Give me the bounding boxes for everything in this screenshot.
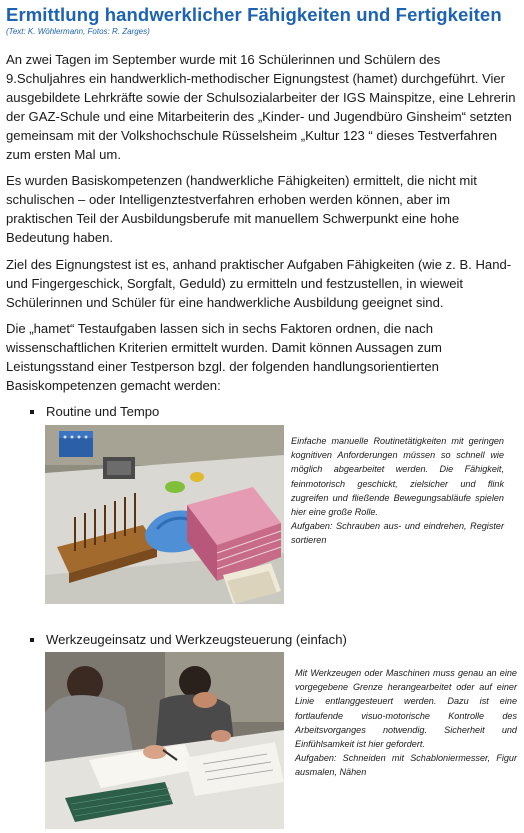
paragraph-faktoren: Die „hamet“ Testaufgaben lassen sich in sechs Faktoren ordnen, die nach wissenschaftlichen Kriterien ermittelt wurden. Damit können Aussagen zum Leistungsstand einer Testperson bzgl. der folgenden handlungsorientierten Basiskompetenzen gemacht werden: [6, 321, 442, 393]
bullet-icon [30, 410, 34, 414]
caption-description: Einfache manuelle Routinetätigkeiten mit geringen kognitiven Anforderungen müssen so schnell wie möglich abgearbeitet werden. Die Fähigkeit, feinmotorisch geschickt, zielsicher und flink zugreifen und fließende Bewegungsabläufe spielen hier eine große Rolle. [291, 436, 504, 518]
author-credit: (Text: K. Wöhlermann, Fotos: R. Zarges) [6, 27, 150, 36]
paragraph-intro: An zwei Tagen im September wurde mit 16 Schülerinnen und Schülern des 9.Schuljahres ein handwerklich-methodischer Eignungstest (hamet) durchgeführt. Vier ausgebildete Lehrkräfte sowie der Schulsozialarbeiter der IGS Mainspitze, eine Lehrerin der GAZ-Schule und eine Mitarbeiterin des „Kinder- und Jugendbüro Ginsheim“ setzten gemeinsam mit der Volkshochschule Rüsselsheim „Kultur 123 “ dieses Testverfahren zum ersten Mal um. [6, 52, 516, 162]
bullet-label: Routine und Tempo [46, 404, 160, 419]
caption-werkzeug [295, 666, 517, 780]
caption-description: Mit Werkzeugen oder Maschinen muss genau an eine vorgegebene Grenze herangearbeitet oder auf einer Linie entlanggesteuert werden. Dazu ist eine fortlaufende visuo-motorische Kontrolle des Arbeitsvorganges notwendig. Sicherheit und Einfühlsamkeit ist hier gefordert. [295, 668, 517, 750]
caption-routine [291, 434, 504, 548]
caption-tasks: Aufgaben: Schneiden mit Schabloniermesser, Figur ausmalen, Nähen [295, 753, 517, 778]
bullet-item-werkzeug [30, 632, 347, 647]
bullet-icon [30, 638, 34, 642]
paragraph-ziel: Ziel des Eignungstest ist es, anhand praktischer Aufgaben Fähigkeiten (wie z. B. Hand- und Fingergeschick, Sorgfalt, Geduld) zu ermitteln und festzustellen, in wieweit Schülerinnen und Schüler für eine handwerkliche Ausbildung geeignet sind. [6, 257, 512, 310]
bullet-item-routine [30, 404, 159, 419]
caption-tasks: Aufgaben: Schrauben aus- und eindrehen, Register sortieren [291, 521, 504, 546]
page-title: Ermittlung handwerklicher Fähigkeiten und Fertigkeiten [6, 4, 502, 25]
photo-tool-use [45, 652, 284, 829]
photo-routine-tasks [45, 425, 284, 604]
paragraph-basiskompetenzen: Es wurden Basiskompetenzen (handwerkliche Fähigkeiten) ermittelt, die nicht mit schulischen – oder Intelligenztestverfahren erhoben werden können, aber im praktischen Teil der Ausbildungsberufe mit manuellem Schwerpunkt eine hohe Bedeutung haben. [6, 173, 477, 245]
bullet-label: Werkzeugeinsatz und Werkzeugsteuerung (einfach) [46, 632, 347, 647]
